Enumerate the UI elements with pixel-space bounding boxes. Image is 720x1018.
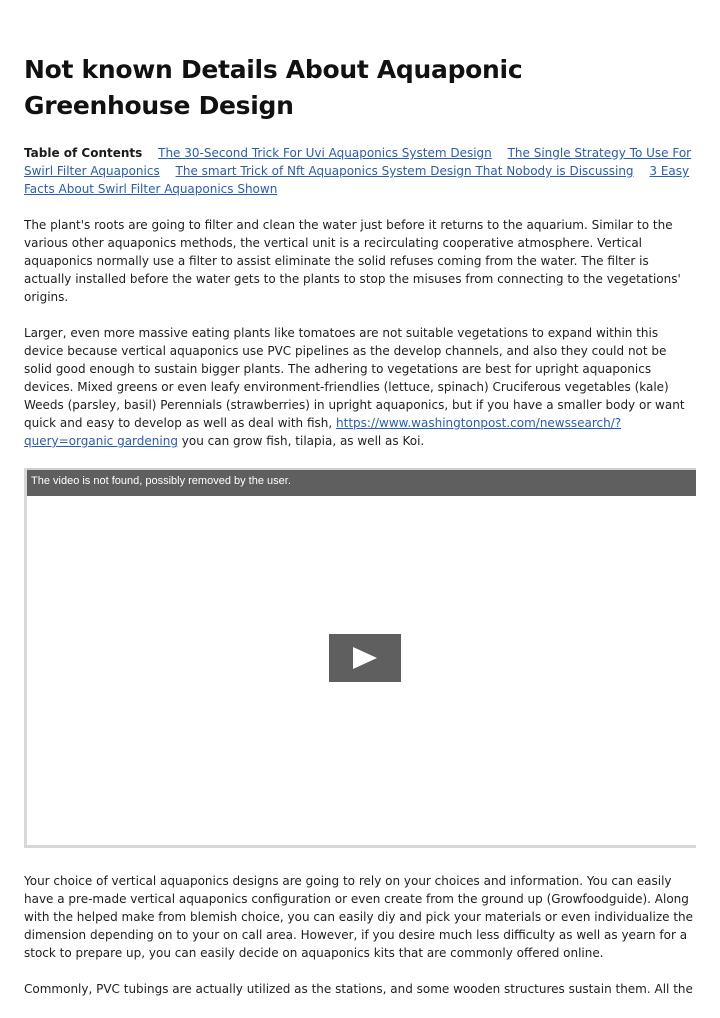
play-button[interactable] <box>329 634 401 682</box>
page-title: Not known Details About Aquaponic Greenhouse Design <box>24 55 523 120</box>
article <box>24 52 696 1016</box>
video-not-found-message: The video is not found, possibly removed by the user. <box>31 475 291 487</box>
paragraph-pvc: Commonly, PVC tubings are actually utilized as the stations, and some wooden structures sustain them. All the <box>24 982 693 996</box>
toc-link-4[interactable]: 3 Easy Facts About Swirl Filter Aquaponics Shown <box>24 164 690 196</box>
paragraph-plants-text: Larger, even more massive eating plants like tomatoes are not suitable vegetations to expand within this device because vertical aquaponics use PVC pipelines as the develop channels, and also they could not be solid good enough to sustain bigger plants. The adhering to vegetations are best for upright aquaponics devices. Mixed greens or even leafy environment-friendlies (lettuce, spinach) Cruciferous vegetables (kale) Weeds (parsley, basil) Perennials (strawberries) in upright aquaponics, but if you have a smaller body or want quick and easy to develop as well as deal with fish, <box>24 326 685 430</box>
paragraph-roots: The plant's roots are going to filter and clean the water just before it returns to the aquarium. Similar to the various other aquaponics methods, the vertical unit is a recirculating cooperative atmosphere. Vertical aquaponics normally use a filter to assist eliminate the solid refuses coming from the water. The filter is actually installed before the water gets to the plants to stop the misuses from connecting to the vegetations' origins. <box>24 218 681 304</box>
toc-label: Table of Contents <box>24 146 143 160</box>
washingtonpost-link[interactable]: https://www.washingtonpost.com/newssearch/?query=organic gardening <box>24 416 622 448</box>
video-title-bar <box>27 468 696 496</box>
paragraph-plants-text-end: you can grow fish, tilapia, as well as Koi. <box>177 434 425 448</box>
toc-link-1[interactable]: The 30-Second Trick For Uvi Aquaponics System Design <box>158 146 492 160</box>
paragraph-plants <box>24 324 696 450</box>
toc-link-3[interactable]: The smart Trick of Nft Aquaponics System Design That Nobody is Discussing <box>175 164 634 178</box>
play-triangle-icon <box>353 647 377 669</box>
toc-link-2[interactable]: The Single Strategy To Use For Swirl Filter Aquaponics <box>24 146 692 178</box>
paragraph-choice: Your choice of vertical aquaponics designs are going to rely on your choices and information. You can easily have a pre-made vertical aquaponics configuration or even create from the ground up (Growfoodguide). Along with the helped make from blemish choice, you can easily diy and pick your materials or even individualize the dimension depending on to your on call area. However, if you desire much less difficulty as well as yearn for a stock to prepare up, you can easily decide on aquaponics kits that are commonly offered online. <box>24 874 694 960</box>
table-of-contents <box>24 144 696 198</box>
video-player[interactable] <box>24 468 696 848</box>
